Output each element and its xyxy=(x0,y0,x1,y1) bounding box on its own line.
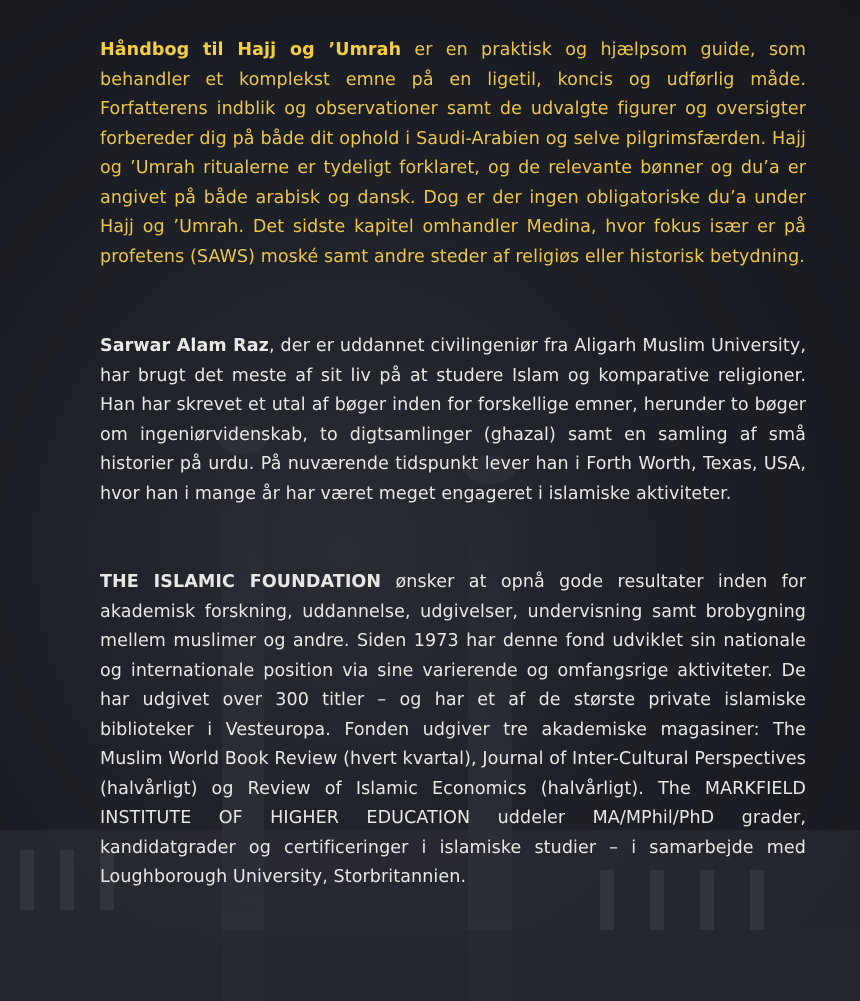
publisher-name: THE ISLAMIC FOUNDATION xyxy=(100,572,382,592)
author-bio-text: , der er uddannet civilingeniør fra Aligarh Muslim University, har brugt det meste af sit liv på at studere Islam og komparative religioner. Han har skrevet et utal af bøger inden for forskellige emner, herunder to bøger om ingeniørvidenskab, to digtsamlinger (ghazal) samt en samling af små historier på urdu. På nuværende tidspunkt lever han i Forth Worth, Texas, USA, hvor han i mange år har været meget engageret i islamiske aktiviteter. xyxy=(100,336,806,504)
book-title-lead: Håndbog til Hajj og ’Umrah xyxy=(100,40,402,60)
author-name: Sarwar Alam Raz xyxy=(100,336,269,356)
book-description-text: er en praktisk og hjælpsom guide, som behandler et komplekst emne på en ligetil, koncis og udførlig måde. Forfatterens indblik og observationer samt de udvalgte figurer og oversigter forbereder dig på både dit ophold i Saudi-Arabien og selve pilgrimsfærden. Hajj og ’Umrah ritualerne er tydeligt forklaret, og de relevante bønner og du’a er angivet på både arabisk og dansk. Dog er der ingen obligatoriske du’a under Hajj og ’Umrah. Det sidste kapitel omhandler Medina, hvor fokus især er på profetens (SAWS) moské samt andre steder af religiøs eller historisk betydning. xyxy=(100,40,806,267)
publisher-paragraph xyxy=(100,568,806,893)
publisher-text: ønsker at opnå gode resultater inden for akademisk forskning, uddannelse, udgivelser, undervisning samt brobygning mellem muslimer og andre. Siden 1973 har denne fond udviklet sin nationale og internationale position via sine varierende og omfangsrige aktiviteter. De har udgivet over 300 titler – og har et af de største private islamiske biblioteker i Vesteuropa. Fonden udgiver tre akademiske magasiner: The Muslim World Book Review (hvert kvartal), Journal of Inter-Cultural Perspectives (halvårligt) og Review of Islamic Economics (halvårligt). The MARKFIELD INSTITUTE OF HIGHER EDUCATION uddeler MA/MPhil/PhD grader, kandidatgrader og certificeringer i islamiske studier – i samarbejde med Loughborough University, Storbritannien. xyxy=(100,572,806,887)
author-bio-paragraph xyxy=(100,332,806,509)
book-description-paragraph xyxy=(100,36,806,272)
